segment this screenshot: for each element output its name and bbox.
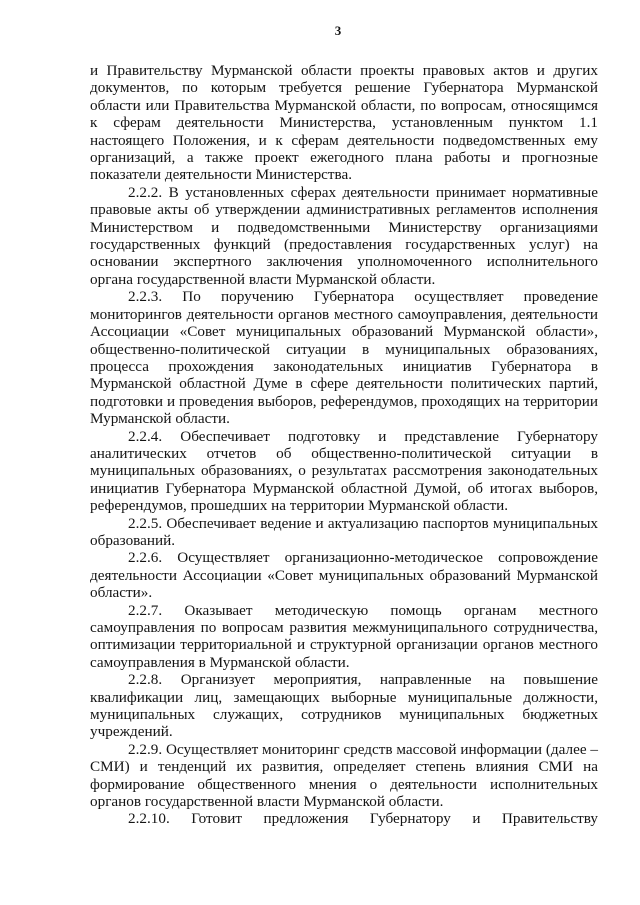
paragraph-2-2-7: 2.2.7. Оказывает методическую помощь органам местного самоуправления по вопросам развития межмуниципального сотрудничества, оптимизации территориальной и структурной организации органов местного самоуправления в Мурманской области. <box>90 601 598 671</box>
paragraph-2-2-3: 2.2.3. По поручению Губернатора осуществляет проведение мониторингов деятельности органов местного самоуправления, деятельности Ассоциации «Совет муниципальных образований Мурманской области», общественно-политической ситуации в муниципальных образованиях, процесса прохождения законодательных инициатив Губернатора в Мурманской областной Думе в сфере деятельности политических партий, подготовки и проведения выборов, референдумов, проходящих на территории Мурманской области. <box>90 288 598 428</box>
paragraph-2-2-2: 2.2.2. В установленных сферах деятельности принимает нормативные правовые акты об утверждении административных регламентов исполнения Министерством и подведомственными Министерству организациями государственных функций (предоставления государственных услуг) на основании экспертного заключения уполномоченного исполнительного органа государственной власти Мурманской области. <box>90 183 598 288</box>
page-number: 3 <box>334 23 342 38</box>
paragraph-continuation: и Правительству Мурманской области проекты правовых актов и других документов, по которым требуется решение Губернатора Мурманской области или Правительства Мурманской области, по вопросам, относящимся к сферам деятельности Министерства, установленным пунктом 1.1 настоящего Положения, и к сферам деятельности подведомственных ему организаций, а также проект ежегодного плана работы и прогнозные показатели деятельности Министерства. <box>90 62 598 184</box>
paragraph-2-2-9: 2.2.9. Осуществляет мониторинг средств массовой информации (далее – СМИ) и тенденций их развития, определяет степень влияния СМИ на формирование общественного мнения о деятельности исполнительных органов государственной власти Мурманской области. <box>90 740 598 811</box>
paragraph-2-2-8: 2.2.8. Организует мероприятия, направленные на повышение квалификации лиц, замещающих выборные муниципальные должности, муниципальных служащих, сотрудников муниципальных бюджетных учреждений. <box>90 671 598 741</box>
paragraph-2-2-5: 2.2.5. Обеспечивает ведение и актуализацию паспортов муниципальных образований. <box>90 514 598 549</box>
paragraph-2-2-4: 2.2.4. Обеспечивает подготовку и представление Губернатору аналитических отчетов об общественно-политической ситуации в муниципальных образованиях, о результатах рассмотрения законодательных инициатив Губернатора Мурманской областной Думой, об итогах выборов, референдумов, прошедших на территории Мурманской области. <box>90 427 598 515</box>
paragraph-2-2-10: 2.2.10. Готовит предложения Губернатору и Правительству <box>128 810 598 828</box>
paragraph-2-2-6: 2.2.6. Осуществляет организационно-методическое сопровождение деятельности Ассоциации «Совет муниципальных образований Мурманской области». <box>90 549 598 602</box>
document-body <box>90 62 598 828</box>
